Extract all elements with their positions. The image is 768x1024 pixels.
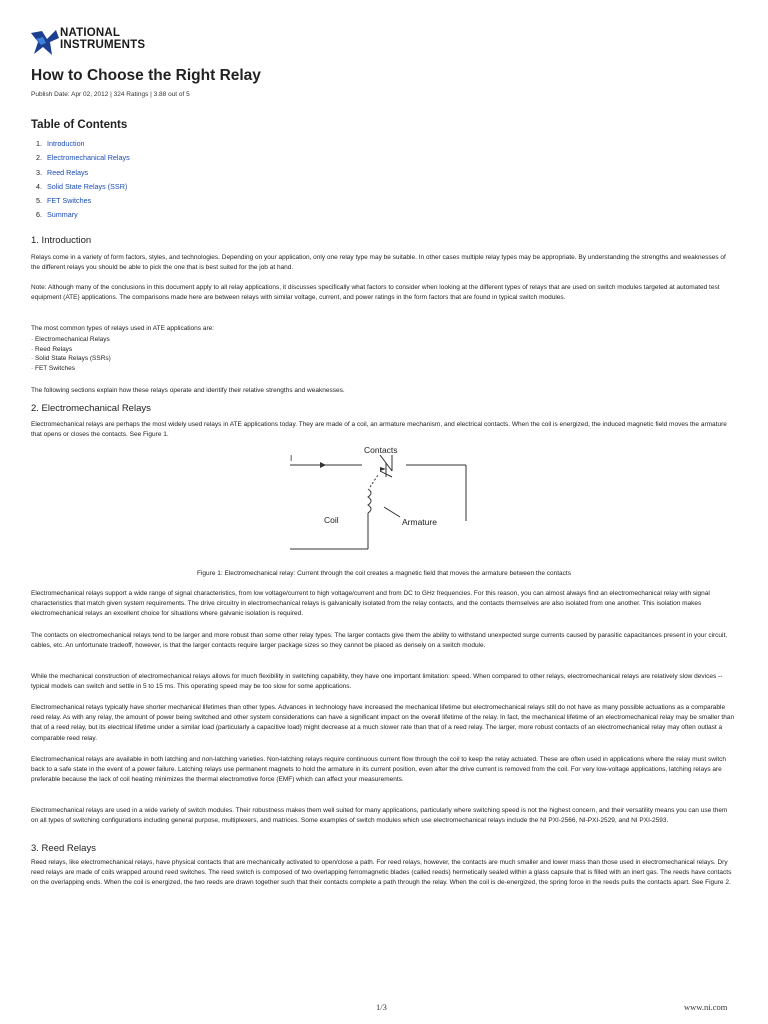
- list-item: · FET Switches: [31, 364, 75, 372]
- emr-paragraph-1: Electromechanical relays are perhaps the most widely used relays in ATE applications today. They are made of a coil, an armature mechanism, and electrical contacts. When the coil is energized, the induced magnetic field moves the armature that opens or closes the contacts. See Figure 1.: [31, 421, 727, 439]
- armature-pointer: [384, 507, 400, 517]
- coil-label: Coil: [324, 515, 339, 525]
- intro-paragraph-1: Relays come in a variety of form factors, styles, and technologies. Depending on your application, only one relay type may be suitable. In other cases multiple relay types may be appropriate. By understanding the strengths and weaknesses of the different relays you should be able to pick the one that is best suited for the job at hand.: [31, 254, 726, 272]
- emr-paragraph-7: Electromechanical relays are used in a wide variety of switch modules. Their robustness makes them well suited for many applications, particularly where switching speed is not the highest concern, and their versatility means you can use them on all types of switching configurations including general purpose, multiplexers, and matrices. Some examples of switch modules which use electromechanical relays include the NI PXI-2566, NI-PXI-2529, and NI PXI-2593.: [31, 807, 728, 825]
- brand-wordmark: NATIONAL INSTRUMENTS: [60, 27, 146, 51]
- toc-link-introduction[interactable]: Introduction: [47, 139, 85, 148]
- section-heading-reed-relays: 3. Reed Relays: [31, 843, 96, 854]
- intro-paragraph-3: The most common types of relays used in ATE applications are:: [31, 325, 215, 332]
- armature-link: [370, 475, 378, 487]
- reed-paragraph-1: Reed relays, like electromechanical relays, have physical contacts that are mechanically activated to open/close a path. For reed relays, however, the contacts are much smaller and lower mass than those used in electromechanical relays. Dry reed relays are made of coils wrapped around reed switches. The reed switch is composed of two overlapping ferromagnetic blades (called reeds) hermetically sealed within a glass capsule that is filled with an inert gas. The reeds have contacts on the overlapping ends. When the coil is energized, the two reeds are drawn together such that their contacts complete a path through the relay. When the coil is de-energized, the spring force in the reeds pulls the contacts apart. See Figure 2.: [31, 859, 732, 887]
- figure-caption: Figure 1: Electromechanical relay: Current through the coil creates a magnetic field that moves the armature between the contacts: [197, 570, 571, 577]
- coil-winding: [368, 489, 371, 513]
- armature-label: Armature: [402, 517, 437, 527]
- publish-meta: Publish Date: Apr 02, 2012 | 324 Ratings | 3.88 out of 5: [31, 91, 190, 98]
- list-item: · Reed Relays: [31, 345, 73, 353]
- emr-paragraph-3: The contacts on electromechanical relays tend to be larger and more robust than some other relay types. The larger contacts give them the ability to withstand unexpected surge currents caused by parasitic capacitances present in your circuit, cables, etc. An unfortunate tradeoff, however, is that the larger contacts require larger package sizes so they cannot be placed as densely on a switch module.: [31, 632, 728, 650]
- emr-paragraph-2: Electromechanical relays support a wide range of signal characteristics, from low voltage/current to high voltage/current and from DC to GHz frequencies. For this reason, you can almost always find an electromechanical relay with signal characteristics that match given system requirements. The drive circuitry in electromechanical relays is galvanically isolated from the relay contacts, and the contacts themselves are also isolated from one another. This isolation makes electromechanical relays an excellent choice for situations where galvanic isolation is required.: [31, 590, 710, 618]
- toc-link-summary[interactable]: Summary: [47, 210, 78, 220]
- relay-diagram: [282, 441, 492, 553]
- current-label: I: [290, 454, 293, 463]
- toc-link-fet-switches[interactable]: FET Switches: [47, 196, 92, 206]
- emr-paragraph-4: While the mechanical construction of electromechanical relays allows for much flexibility in switching capability, they have one important limitation: speed. When compared to other relays, electromechanical relays are relatively slow devices -- typical models can switch and settle in 5 to 15 ms. This operating speed may be too slow for some applications.: [31, 673, 723, 691]
- toc-item[interactable]: 3. Reed Relays: [36, 167, 89, 177]
- footer-site-link[interactable]: www.ni.com: [684, 1002, 728, 1012]
- national-instruments-eagle-icon: [30, 28, 60, 58]
- contacts-label: Contacts: [364, 445, 398, 455]
- emr-paragraph-5: Electromechanical relays typically have shorter mechanical lifetimes than other types. Advances in technology have increased the mechanical lifetime but electromechanical relays still do not have as many possible actuations as a comparable reed relay. As with any relay, the amount of power being switched and other system considerations can have a significant impact on the overall lifetime of the relay. In fact, the mechanical lifetime of an electromechanical relay may be smaller than that of a reed relay, but its electrical lifetime under a similar load (particularly a capacitive load) might decrease at a much slower rate than that of a reed relay. The larger, more robust contacts of an electromechanical relay may often outlast a comparable reed relay.: [31, 704, 735, 742]
- section-heading-electromechanical-relays: 2. Electromechanical Relays: [31, 403, 151, 414]
- toc-item[interactable]: 1. Introduction: [36, 139, 85, 148]
- toc-item[interactable]: 4. Solid State Relays (SSR): [36, 181, 128, 191]
- toc-link-electromechanical-relays[interactable]: Electromechanical Relays: [47, 153, 130, 163]
- page-number: 1/3: [376, 1002, 387, 1012]
- toc-item[interactable]: 5. FET Switches: [36, 196, 92, 206]
- toc-link-reed-relays[interactable]: Reed Relays: [47, 167, 89, 177]
- intro-paragraph-4: The following sections explain how these relays operate and identify their relative strengths and weaknesses.: [31, 387, 345, 394]
- toc-item[interactable]: 2. Electromechanical Relays: [36, 153, 130, 163]
- section-heading-introduction: 1. Introduction: [31, 235, 92, 246]
- table-of-contents: [36, 137, 130, 223]
- page-title: How to Choose the Right Relay: [31, 67, 261, 84]
- toc-item[interactable]: 6. Summary: [36, 210, 78, 220]
- relay-types-list: [31, 335, 111, 373]
- list-item: · Electromechanical Relays: [31, 336, 110, 343]
- toc-link-solid-state-relays[interactable]: Solid State Relays (SSR): [47, 181, 128, 191]
- current-arrow-icon: [320, 462, 326, 468]
- intro-paragraph-2: Note: Although many of the conclusions in this document apply to all relay applications, it discusses specifically what factors to consider when looking at the different types of relays that are used on switch modules targeted at automated test equipment (ATE) applications. The comparisons made here are between relays with similar voltage, current, and power ratings in the form factors that are found in typical switch modules.: [31, 284, 720, 302]
- list-item: · Solid State Relays (SSRs): [31, 355, 111, 362]
- toc-heading: Table of Contents: [31, 119, 128, 131]
- emr-paragraph-6: Electromechanical relays are available in both latching and non-latching varieties. Non-latching relays require continuous current flow through the coil to keep the relay actuated. These are often used in applications where the relay must switch back to a safe state in the event of a power failure. Latching relays use permanent magnets to hold the armature in its current position, even after the drive current is removed from the coil. For very low-voltage applications, latching relays are preferable because the lack of coil heating minimizes the thermal electromotive force (EMF) which can affect your measurements.: [31, 756, 727, 784]
- ni-logo: [30, 26, 146, 60]
